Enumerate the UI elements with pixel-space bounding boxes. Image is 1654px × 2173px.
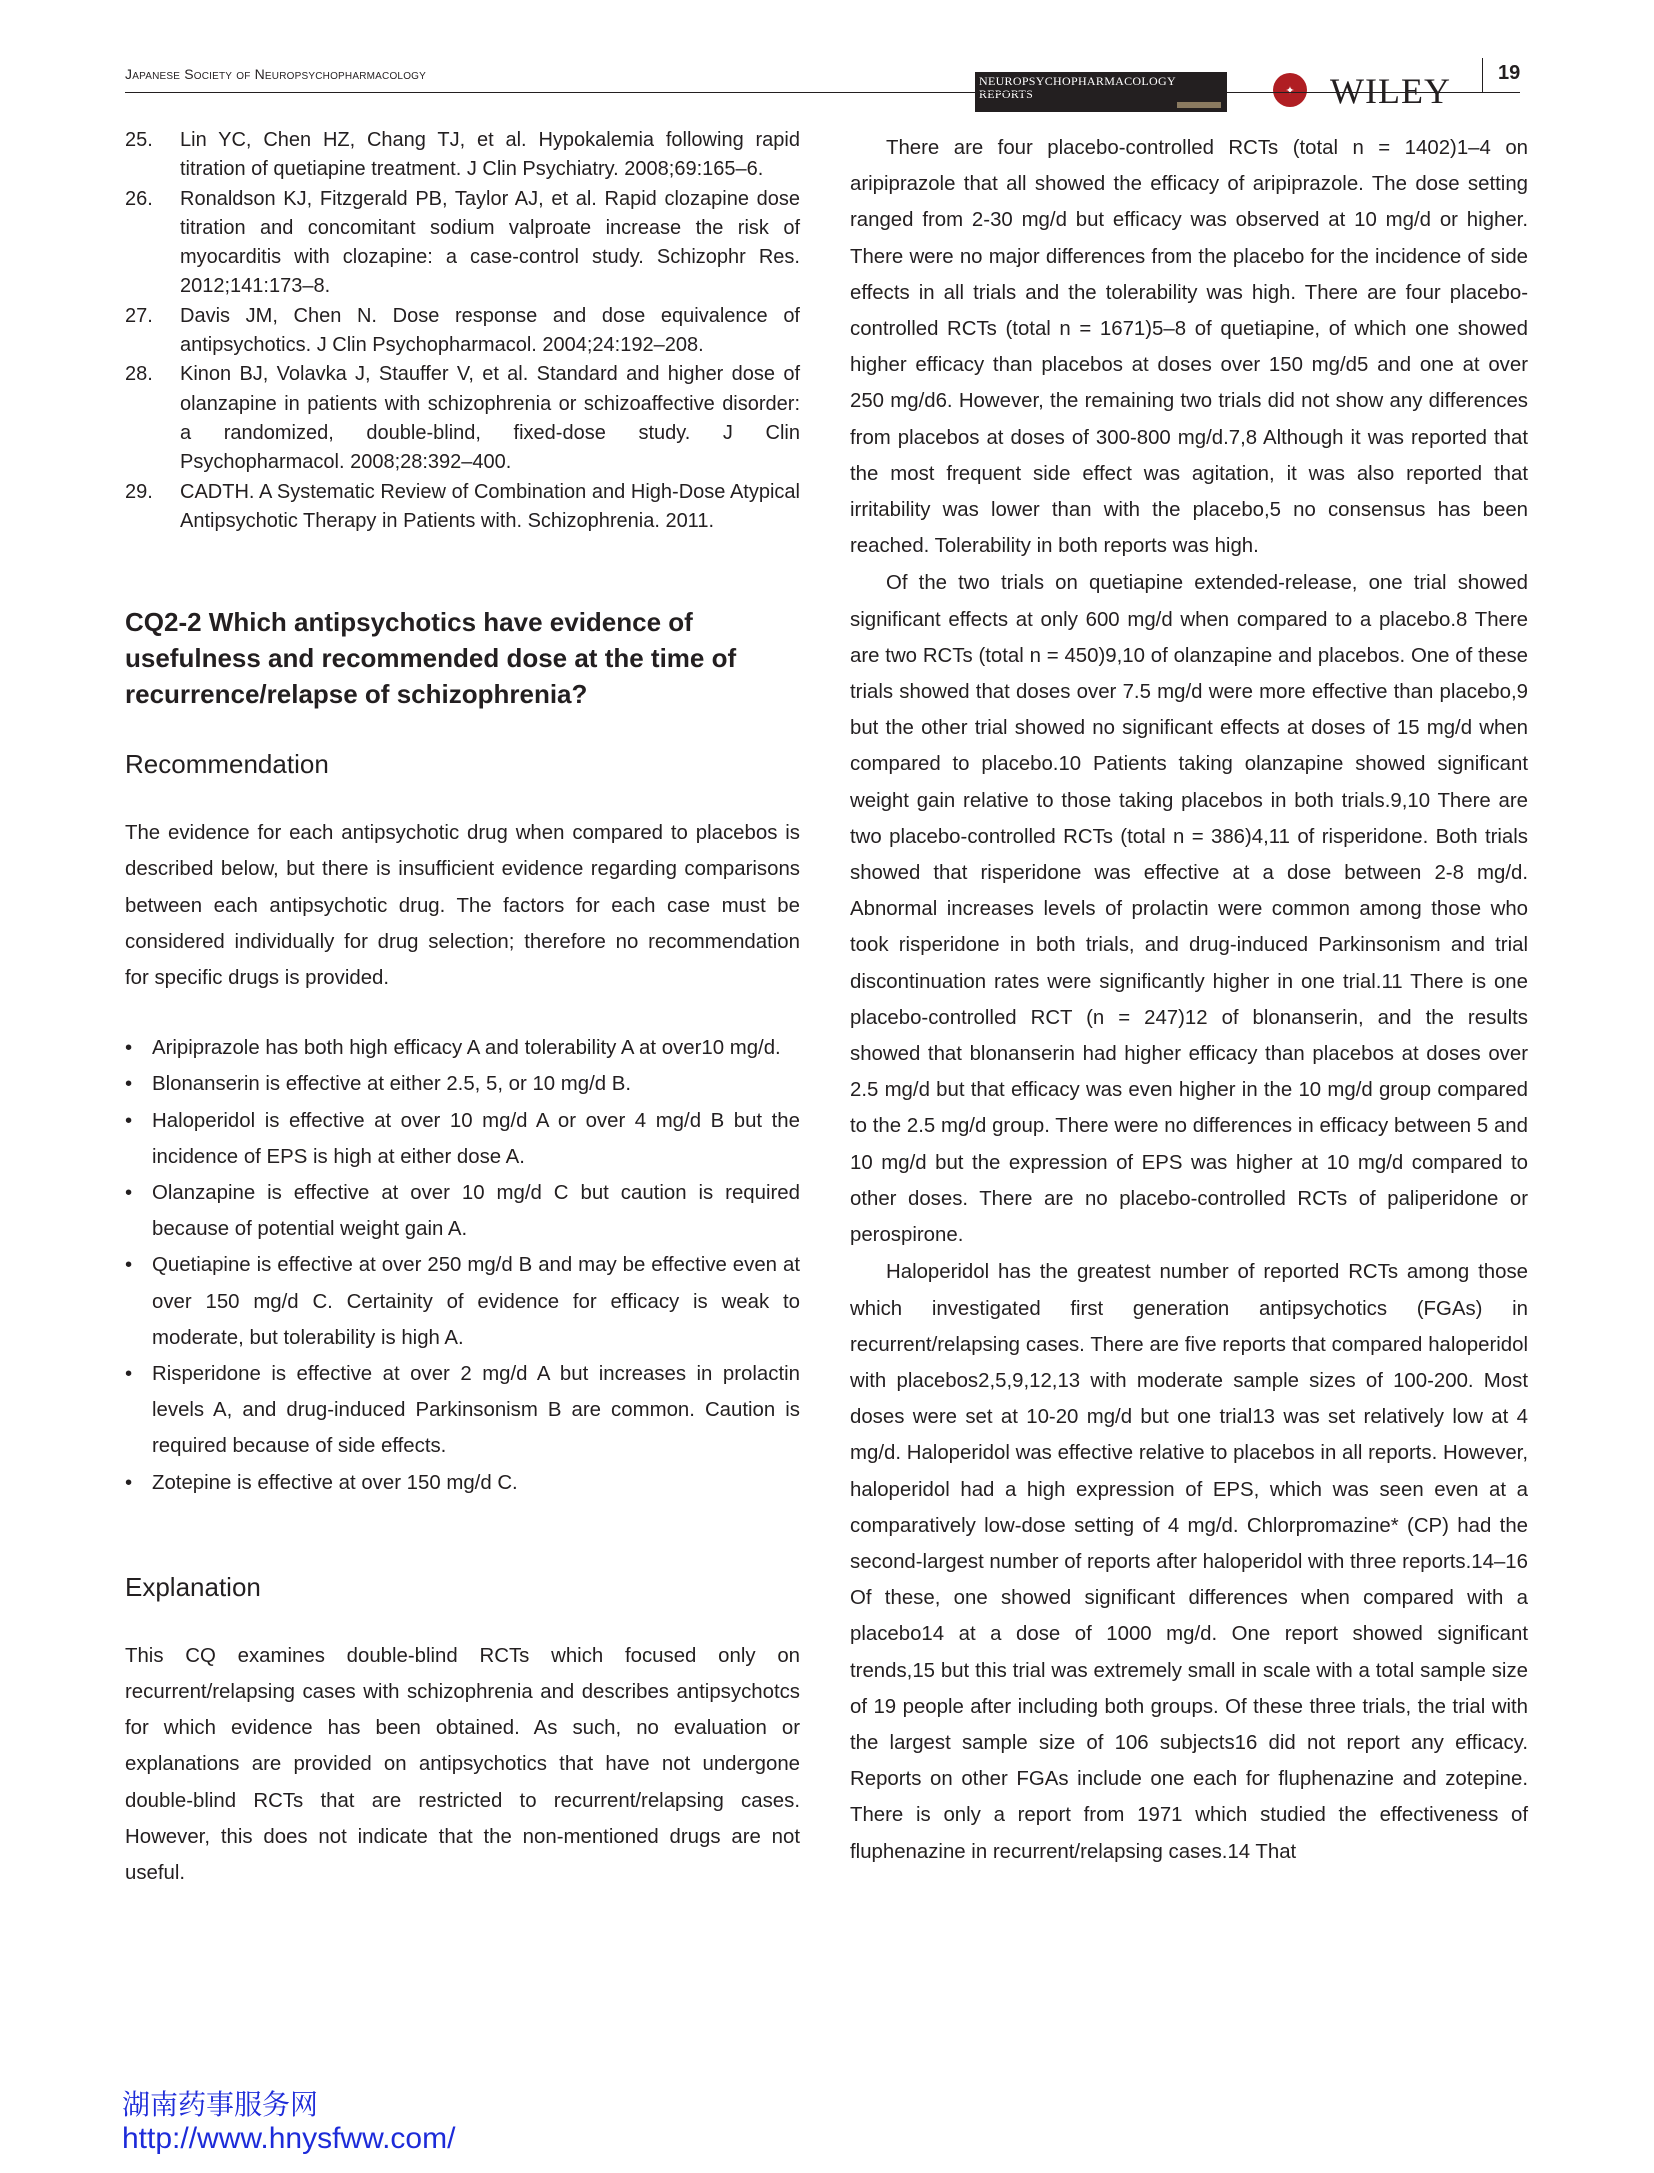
reference-text: Davis JM, Chen N. Dose response and dose equivalence of antipsychotics. J Clin Psychopharmacol. 2004;24:192–208. (180, 304, 800, 357)
bullet-text: Aripiprazole has both high efficacy A and tolerability A at over10 mg/d. (152, 1037, 781, 1060)
header-divider (1482, 58, 1483, 92)
clinical-question-heading: CQ2-2 Which antipsychotics have evidence of usefulness and recommended dose at the time of recurrence/relapse of schizophrenia? (125, 607, 737, 710)
reference-item (125, 185, 800, 302)
bullet-icon: • (125, 1109, 133, 1132)
journal-logo-bar (1177, 102, 1221, 108)
bullet-aripiprazole (125, 1030, 800, 1066)
bullet-text: Olanzapine is effective at over 10 mg/d C but caution is required because of potential weight gain A. (152, 1181, 800, 1241)
publisher-logo: WILEY (1330, 71, 1451, 111)
recommendation-bullets (125, 1030, 800, 1501)
running-header-society: Japanese Society of Neuropsychopharmacology (125, 66, 427, 82)
reference-item (125, 360, 800, 477)
reference-text: Ronaldson KJ, Fitzgerald PB, Taylor AJ, et al. Rapid clozapine dose titration and concomitant sodium valproate increase the risk of myocarditis with clozapine: a case-control study. Schizophr Res. 2012;141:173–8. (180, 187, 800, 298)
header-rule (125, 92, 1520, 93)
reference-text: CADTH. A Systematic Review of Combination and High-Dose Atypical Antipsychotic Therapy in Patients with. Schizophrenia. 2011. (180, 480, 800, 532)
reference-text: Kinon BJ, Volavka J, Stauffer V, et al. Standard and higher dose of olanzapine in patients with schizophrenia or schizoaffective disorder: a randomized, double-blind, fixed-dose study. J Clin Psychopharmacol. 2008;28:392–400. (180, 363, 800, 474)
page-number: 19 (1498, 62, 1521, 84)
reference-item (125, 302, 800, 361)
bullet-blonanserin (125, 1066, 800, 1102)
bullet-icon: • (125, 1073, 133, 1096)
recommendation-paragraph: The evidence for each antipsychotic drug when compared to placebos is described below, but there is insufficient evidence regarding comparisons between each antipsychotic drug. The factors for each case must be considered individually for drug selection; therefore no recommendation for specific drugs is provided. (125, 822, 800, 989)
bullet-text: Risperidone is effective at over 2 mg/d A but increases in prolactin levels A, and drug-induced Parkinsonism B are common. Caution is required because of side effects. (152, 1363, 800, 1458)
bullet-text: Zotepine is effective at over 150 mg/d C. (152, 1471, 518, 1494)
bullet-text: Haloperidol is effective at over 10 mg/d A or over 4 mg/d B but the incidence of EPS is high at either dose A. (152, 1109, 800, 1168)
bullet-olanzapine (125, 1175, 800, 1247)
watermark-site-name: 湖南药事服务网 (122, 2088, 319, 2121)
bullet-icon: • (125, 1471, 133, 1494)
reference-number: 29. (125, 480, 153, 503)
bullet-icon: • (125, 1037, 133, 1060)
bullet-haloperidol (125, 1103, 800, 1175)
watermark (122, 2088, 455, 2156)
bullet-zotepine (125, 1465, 800, 1501)
reference-number: 28. (125, 363, 153, 386)
reference-list (125, 126, 800, 536)
bullet-text: Quetiapine is effective at over 250 mg/d B and may be effective even at over 150 mg/d C. Certainity of evidence for efficacy is weak to moderate, but tolerability is high A. (152, 1254, 800, 1349)
journal-name: NEUROPSYCHOPHARMACOLOGY REPORTS (979, 74, 1176, 101)
explanation-paragraph: This CQ examines double-blind RCTs which focused only on recurrent/relapsing cases with schizophrenia and describes antipsychotcs for which evidence has been obtained. As such, no evaluation or explanations are provided on antipsychotics that have not undergone double-blind RCTs that are restricted to recurrent/relapsing cases. However, this does not indicate that the non-mentioned drugs are not useful. (125, 1644, 800, 1885)
bullet-risperidone (125, 1356, 800, 1465)
bullet-icon: • (125, 1363, 133, 1385)
recommendation-heading: Recommendation (125, 749, 329, 780)
right-column (850, 130, 1528, 1870)
watermark-url-link[interactable]: http://www.hnysfww.com/ (122, 2122, 456, 2155)
body-paragraph: There are four placebo-controlled RCTs (total n = 1402)1–4 on aripiprazole that all showed the efficacy of aripiprazole. The dose setting ranged from 2-30 mg/d but efficacy was observed at 10 mg/d or higher. There were no major differences from the placebo for the incidence of side effects in all trials and the tolerability was high. There are four placebo-controlled RCTs (total n = 1671)5–8 of quetiapine, of which one showed higher efficacy than placebos at doses over 150 mg/d5 and one at over 250 mg/d6. However, the remaining two trials did not show any differences from placebos at doses of 300-800 mg/d.7,8 Although it was reported that the most frequent side effect was agitation, it was also reported that irritability was lower than with the placebo,5 no consensus has been reached. Tolerability in both reports was high. (850, 137, 1528, 558)
bullet-icon: • (125, 1254, 133, 1277)
bullet-icon: • (125, 1181, 133, 1204)
reference-number: 26. (125, 187, 153, 210)
explanation-heading: Explanation (125, 1571, 261, 1602)
reference-number: 27. (125, 304, 153, 327)
reference-item (125, 478, 800, 537)
body-paragraph: Of the two trials on quetiapine extended-release, one trial showed significant effects at only 600 mg/d when compared to a placebo.8 There are two RCTs (total n = 450)9,10 of olanzapine and placebos. One of these trials showed that doses over 7.5 mg/d were more effective than placebo,9 but the other trial showed no significant effects at doses of 15 mg/d when compared to placebo.10 Patients taking olanzapine showed significant weight gain relative to those taking placebos in both trials.9,10 There are two placebo-controlled RCTs (total n = 386)4,11 of risperidone. Both trials showed that risperidone was effective at a dose between 2-8 mg/d. Abnormal increases levels of prolactin were common among those who took risperidone in both trials, and drug-induced Parkinsonism and trial discontinuation rates were significantly higher in one trial.11 There is one placebo-controlled RCT (n = 247)12 of blonanserin, and the results showed that blonanserin had higher efficacy than placebos at doses over 2.5 mg/d but that efficacy was even higher in the 10 mg/d group compared to the 2.5 mg/d group. There were no differences in efficacy between 5 and 10 mg/d but the expression of EPS was higher at 10 mg/d compared to other doses. There are no placebo-controlled RCTs of paliperidone or perospirone. (850, 572, 1528, 1247)
reference-number: 25. (125, 129, 153, 151)
wiley-emblem-icon: ✦ (1273, 73, 1307, 107)
bullet-text: Blonanserin is effective at either 2.5, 5, or 10 mg/d B. (152, 1073, 632, 1096)
bullet-quetiapine (125, 1247, 800, 1356)
reference-text: Lin YC, Chen HZ, Chang TJ, et al. Hypokalemia following rapid titration of quetiapine treatment. J Clin Psychiatry. 2008;69:165–6. (180, 129, 800, 181)
body-paragraph: Haloperidol has the greatest number of reported RCTs among those which investigated first generation antipsychotics (FGAs) in recurrent/relapsing cases. There are five reports that compared haloperidol with placebos2,5,9,12,13 with moderate sample sizes of 100-200. Most doses were set at 10-20 mg/d but one trial13 was set relatively low at 4 mg/d. Haloperidol was effective relative to placebos in all reports. However, haloperidol had a high expression of EPS, which was seen even at a comparatively low-dose setting of 4 mg/d. Chlorpromazine* (CP) had the second-largest number of reports after haloperidol with three reports.14–16 Of these, one showed significant differences when compared with a placebo14 at a dose of 1000 mg/d. One report showed significant trends,15 but this trial was extremely small in scale with a total sample size of 19 people after including both groups. Of these three trials, the trial with the largest sample size of 106 subjects16 did not report any efficacy. Reports on other FGAs include one each for fluphenazine and zotepine. There is only a report from 1971 which studied the effectiveness of fluphenazine in recurrent/relapsing cases.14 That (850, 1261, 1528, 1863)
reference-item (125, 126, 800, 185)
left-column (125, 126, 800, 1891)
